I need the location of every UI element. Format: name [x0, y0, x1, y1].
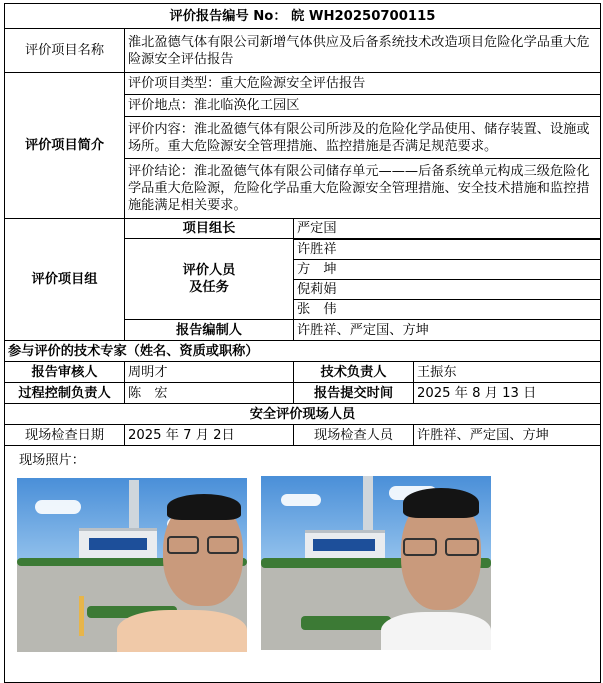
onsite-staff-label: 现场检查人员: [294, 425, 414, 446]
project-name-value: 淮北盈德气体有限公司新增气体供应及后备系统技术改造项目危险化学品重大危险源安全评估报告: [125, 29, 601, 73]
project-type: 评价项目类型：重大危险源安全评估报告: [125, 73, 601, 95]
reviewer-value: 周明才: [125, 362, 294, 383]
report-table: [4, 3, 601, 683]
experts-heading: 参与评价的技术专家（姓名、资质或职称）: [5, 341, 601, 362]
project-content: 评价内容：淮北盈德气体有限公司所涉及的危险化学品使用、储存装置、设施或场所。重大危险源安全管理措施、监控措施是否满足规范要求。: [125, 117, 601, 159]
onsite-photos-label: 现场照片：: [19, 453, 85, 468]
project-conclusion: 评价结论：淮北盈德气体有限公司储存单元———后备系统单元构成三级危险化学品重大危险源，危险化学品重大危险源安全管理措施、安全技术措施和监控措施能满足相关要求。: [125, 159, 601, 219]
report-number-label: 评价报告编号 No：: [169, 8, 287, 24]
team-leader-value: 严定国: [294, 219, 601, 239]
onsite-heading: 安全评价现场人员: [5, 404, 601, 425]
onsite-date-label: 现场检查日期: [5, 425, 125, 446]
project-team-label: 评价项目组: [5, 219, 125, 341]
team-staff-label-line2: 及任务: [189, 280, 229, 295]
onsite-staff-value: 许胜祥、严定国、方坤: [414, 425, 601, 446]
team-staff-member: 许胜祥: [294, 240, 601, 260]
team-staff-member: 倪莉娟: [294, 280, 601, 300]
team-staff-label: [125, 239, 294, 320]
report-writer-label: 报告编制人: [125, 320, 294, 341]
team-staff-member: 方 坤: [294, 260, 601, 280]
onsite-photo-1: [17, 478, 247, 652]
project-location: 评价地点：淮北临涣化工园区: [125, 95, 601, 117]
onsite-date-value: 2025 年 7 月 2日: [125, 425, 294, 446]
reviewer-label: 报告审核人: [5, 362, 125, 383]
project-name-label: 评价项目名称: [5, 29, 125, 73]
project-summary-label: 评价项目简介: [5, 73, 125, 219]
submit-time-value: 2025 年 8 月 13 日: [414, 383, 601, 404]
report-number-value: 皖 WH20250700115: [291, 8, 436, 24]
report-writer-value: 许胜祥、严定国、方坤: [294, 320, 601, 341]
team-staff-member: 张 伟: [294, 300, 601, 320]
onsite-photo-2: [261, 476, 491, 650]
tech-lead-label: 技术负责人: [294, 362, 414, 383]
team-leader-label: 项目组长: [125, 219, 294, 239]
submit-time-label: 报告提交时间: [294, 383, 414, 404]
tech-lead-value: 王振东: [414, 362, 601, 383]
team-staff-label-line1: 评价人员: [182, 263, 236, 278]
onsite-photos: [5, 446, 601, 683]
process-control-value: 陈 宏: [125, 383, 294, 404]
process-control-label: 过程控制负责人: [5, 383, 125, 404]
report-number: [5, 4, 601, 29]
